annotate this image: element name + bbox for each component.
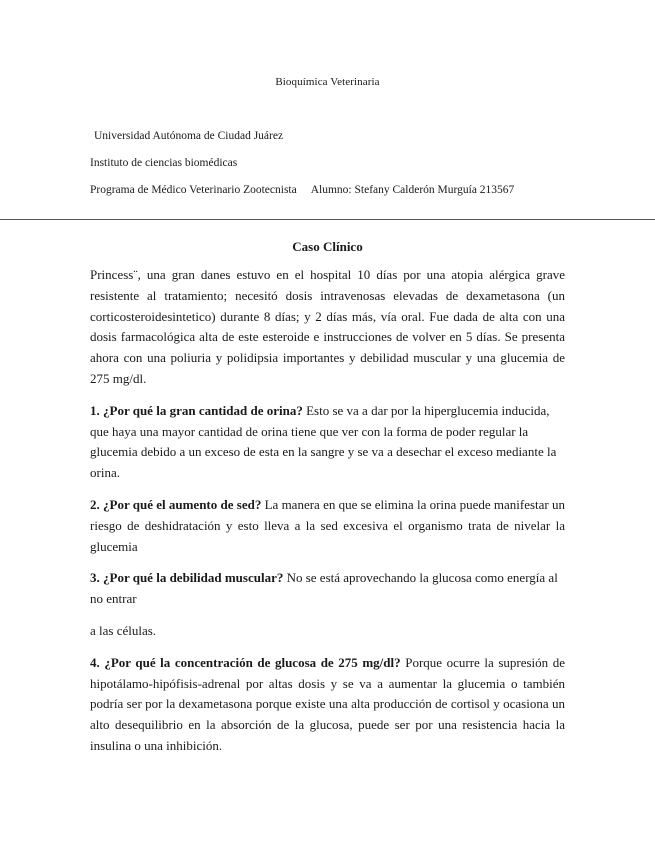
case-intro: Princess¨, una gran danes estuvo en el hospital 10 días por una atopia alérgica grave resistente al tratamiento; necesitó dosis intravenosas elevadas de dexametasona (un corticosteroidesintetico) durante 8 días; y 2 días más, vía oral. Fue dada de alta con una dosis farmacológica alta de este esteroide e instrucciones de volver en 5 días. Se presenta ahora con una poliuria y polidipsia importantes y debilidad muscular y una glucemia de 275 mg/dl. xyxy=(90,267,565,386)
student-name: Alumno: Stefany Calderón Murguía 213567 xyxy=(310,184,515,196)
question-3-label: 3. ¿Por qué la debilidad muscular? xyxy=(90,570,284,586)
question-4 xyxy=(90,653,565,757)
question-4-answer: Porque ocurre la supresión de hipotálamo-hipófisis-adrenal por altas dosis y se va a aumentar la glucemia o también podría ser por la dexametasona porque existe una alta producción de cortisol y ocasiona un alto desequilibrio en la absorción de la glucosa, puede ser por una resistencia hacia la insulina o una inhibición. xyxy=(90,654,565,753)
question-2-label: 2. ¿Por qué el aumento de sed? xyxy=(90,496,262,512)
university-name: Universidad Autónoma de Ciudad Juárez xyxy=(94,130,284,142)
question-1-label: 1. ¿Por qué la gran cantidad de orina? xyxy=(90,402,303,418)
question-3-answer: No se está aprovechando la glucosa como energía al no entrar xyxy=(90,570,558,607)
question-3-continuation: a las células. xyxy=(90,622,157,638)
institute-name: Instituto de ciencias biomédicas xyxy=(90,157,238,169)
question-2-answer: La manera en que se elimina la orina puede manifestar un riesgo de deshidratación y esto lleva a la sed excesiva el organismo trata de nivelar la glucemia xyxy=(90,496,565,554)
program-name: Programa de Médico Veterinario Zootecnista xyxy=(90,184,297,196)
document-body xyxy=(90,265,565,768)
case-heading: Caso Clínico xyxy=(292,239,363,254)
program-line xyxy=(90,184,514,196)
question-1-answer: Esto se va a dar por la hiperglucemia inducida, que haya una mayor cantidad de orina tiene que ver con la forma de poder regular la glucemia debido a un exceso de esta en la sangre y se va a desechar el exceso mediante la orina. xyxy=(90,402,557,481)
question-2 xyxy=(90,495,565,557)
question-3 xyxy=(90,568,565,610)
header-divider xyxy=(0,219,655,220)
document-title: Bioquímica Veterinaria xyxy=(275,76,380,88)
question-1 xyxy=(90,401,565,484)
question-4-label: 4. ¿Por qué la concentración de glucosa de 275 mg/dl? xyxy=(90,654,401,670)
